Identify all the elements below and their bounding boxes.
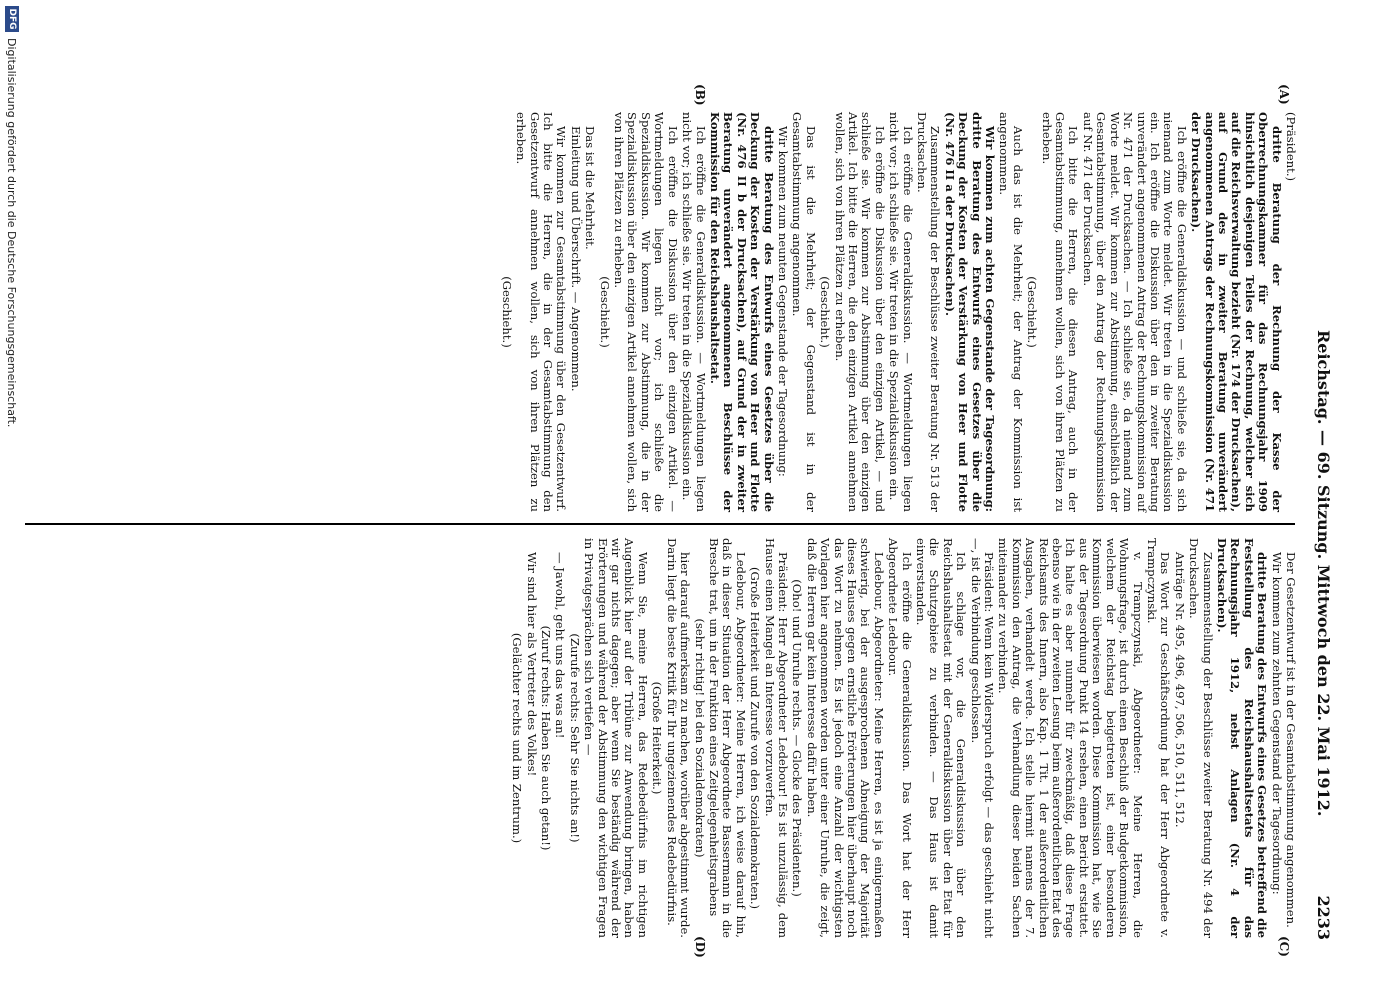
page-header — [1303, 80, 1343, 940]
agenda-item: dritte Beratung der Rechnung der Kasse der Oberrechnungskammer für das Rechnungsjahr 1909 hinsichtlich desjenigen Teiles der Rechnung, welcher sich auf die Reichsverwaltung bezieht (Nr. 174 der Drucksachen), auf Grund des in zweiter Beratung unverändert angenommenen Antrags der Rechnungskommission (Nr. 471 der Drucksachen). — [1189, 112, 1284, 512]
paragraph: Ich schlage vor, die Generaldiskussion über den Reichshaushaltsetat mit der Generaldiskussion über den Etat für die Schutzgebiete zu verbinden. — Das Haus ist damit einverstanden. — [914, 538, 969, 938]
stage-direction: (Geschieht.) — [818, 276, 833, 348]
paragraph: Wir kommen zum zehnten Gegenstand der Tagesordnung: — [1269, 552, 1284, 895]
page-title: Reichstag. — 69. Sitzung. Mittwoch den 22. Mai 1912. — [1314, 330, 1333, 817]
left-column — [498, 112, 1297, 512]
speech: Ledebour, Abgeordneter: Meine Herren, es ist ja einigermaßen schwierig, bei der ausgesprochenen Abneigung der Majorität dieses Hauses gegen ernstliche Erörterungen hier überhaupt noch das Wort zu nehmen. Es ist jedoch eine Anzahl der wichtigsten Vorlagen hier angenommen worden unter einer Unruhe, die zeigt, daß die Herren gar kein Interesse dafür haben. — [804, 538, 886, 938]
paragraph: Zusammenstellung der Beschlüsse zweiter Beratung Nr. 494 der Drucksachen. — [1187, 538, 1215, 938]
agenda-item: Wir kommen zum achten Gegenstande der Tagesordnung: dritte Beratung des Entwurfs eines Gesetzes über die Deckung der Kosten der Verstärkung von Heer und Flotte (Nr. 476 II a der Drucksachen). — [942, 112, 998, 512]
speech: Präsident: Herr Abgeordneter Ledebour! Es ist unzulässig, dem Hause einen Mangel an Interesse vorzuwerfen. — [762, 538, 790, 938]
speech: Präsident: Wenn kein Widerspruch erfolgt — das geschieht nicht —, ist die Verbindung geschlossen. — [968, 538, 997, 938]
paragraph: Das ist die Mehrheit; der Gegenstand ist in der Gesamtabstimmung angenommen. — [790, 112, 818, 512]
stage-direction: (Große Heiterkeit.) — [650, 681, 665, 795]
stage-direction: (Zurufe rechts: Sehr Sie nichts an!) — [567, 633, 582, 843]
paragraph: Wir kommen zur Gesamtabstimmung über den Gesetzentwurf. Ich bitte die Herren, die in der Gesamtabstimmung den Gesetzentwurf annehmen wollen, sich von ihren Plätzen zu erheben. — [514, 112, 569, 512]
paragraph: Der Gesetzentwurf ist in der Gesamtabstimmung angenommen. — [1284, 552, 1298, 928]
paragraph: Ich eröffne die Generaldiskussion. — Wortmeldungen liegen nicht vor; ich schließe sie. Wir treten in die Spezialdiskussion ein. — [887, 112, 915, 512]
speaker-label: (Präsident.) — [1284, 112, 1298, 182]
dfg-logo: DFG — [5, 6, 19, 32]
paragraph: Ich eröffne die Diskussion über den einzigen Artikel, — und schließe sie. Wir kommen zur Abstimmung über den einzigen Artikel. Ich bitte die Herren, die den einzigen Artikel annehmen wollen, sich von ihren Plätzen zu erheben. — [832, 112, 887, 512]
stage-direction: (Oho! und Unruhe rechts. — Glocke des Präsidenten.) — [790, 579, 805, 897]
right-column — [509, 538, 1297, 938]
paragraph: — Jawohl, geht uns das was an! — [553, 552, 568, 739]
paragraph: hier darauf aufmerksam zu machen, worüber abgestimmt wurde. Darin liegt die beste Kritik für Ihr ungeziemendes Redebedürfnis. — [664, 538, 693, 938]
stage-direction: (Geschieht.) — [597, 276, 612, 348]
paragraph: Zusammenstellung der Beschlüsse zweiter Beratung Nr. 513 der Drucksachen. — [915, 112, 943, 512]
paragraph: Ich eröffne die Generaldiskussion — und schließe sie, da sich niemand zum Worte meldet. Wir treten in die Spezialdiskussion ein. Ich eröffne die Diskussion über den in zweiter Beratung unverändert angenommenen Antrag der Rechnungskommission auf Nr. 471 der Drucksachen. — Ich schließe sie, da niemand zum Worte meldet. Wir kommen zur Abstimmung, einschließlich der Gesamtabstimmung, über den Antrag der Rechnungskommission auf Nr. 471 der Drucksachen. — [1080, 112, 1189, 512]
agenda-item: dritte Beratung des Entwurfs eines Gesetzes über die Deckung der Kosten der Verstärkung von Heer und Flotte (Nr. 476 II b der Drucksachen), auf Grund der in zweiter Beratung unverändert angenommenen Beschlüsse der Kommission für den Reichshaushaltsetat. — [707, 112, 776, 512]
digitization-credit: Digitalisierung gefördert durch die Deutsche Forschungsgemeinschaft. — [5, 38, 18, 428]
stage-direction: (Zuruf rechts: Haben Sie auch getan!) — [539, 625, 554, 851]
paragraph: Auch das ist die Mehrheit; der Antrag der Kommission ist angenommen. — [997, 112, 1025, 512]
paragraph: Das Wort zur Geschäftsordnung hat der Herr Abgeordnete v. Trampczynski. — [1144, 538, 1173, 938]
paragraph: Einleitung und Überschrift. — Angenommen. — [568, 126, 583, 392]
paragraph: Ich eröffne die Generaldiskussion. — Wortmeldungen liegen nicht vor; ich schließe sie. Wir treten in die Spezialdiskussion ein. — [680, 112, 708, 512]
paragraph: Ich eröffne die Diskussion über den einzigen Artikel. — Wortmeldungen liegen nicht vor; ich schließe die Spezialdiskussion. Wir kommen zur Abstimmung, die in der Spezialdiskussion über den einzigen Artikel annehmen wollen, sich von ihren Plätzen zu erheben. — [612, 112, 680, 512]
margin-marker-a: (A) — [1277, 84, 1291, 105]
paragraph: Das ist die Mehrheit. — [583, 126, 598, 250]
margin-marker-c: (C) — [1277, 936, 1291, 957]
agenda-item: dritte Beratung des Entwurfs eines Gesetzes betreffend die Feststellung des Reichshaushaltsetats für das Rechnungsjahr 1912, nebst Anlagen (Nr. 4 der Drucksachen). — [1214, 538, 1270, 938]
stage-direction: (Geschieht.) — [1025, 276, 1040, 348]
paragraph: Ich eröffne die Generaldiskussion. Das Wort hat der Herr Abgeordnete Ledebour. — [886, 538, 914, 938]
speech: v. Trampczynski, Abgeordneter: Meine Herren, die Wohnungsfrage, ist durch einen Beschluß der Budgetkommission, welchem der Reichstag beigetreten ist, einer besonderen Kommission überwiesen worden. Diese Kommission hat, wie Sie aus der Tagesordnung Punkt 14 ersehen, einen Bericht erstattet. Ich halte es aber nunmehr für zweckmäßig, daß diese Frage ebenso wie in der zweiten Lesung beim außerordentlichen Etat des Reichsamts des Innern, also Kap. 1 Tit. 1 der außerordentlichen Ausgaben, verhandelt werde. Ich stelle hiermit namens der 7. Kommission den Antrag, die Verhandlung dieser beiden Sachen miteinander zu verbinden. — [996, 538, 1145, 938]
speech: Ledebour, Abgeordneter: Meine Herren, ich weise darauf hin, daß in dieser Situation der Herr Abgeordnete Bassermann in die Bresche trat, um in der Funktion eines Zeitgelegenheitsgrabens — [706, 538, 748, 938]
paragraph: Wir kommen zum neunten Gegenstande der Tagesordnung: — [775, 126, 790, 477]
stage-direction: (Geschieht.) — [499, 276, 514, 348]
footer-bar — [0, 0, 22, 1000]
stage-direction: (Gelächter rechts und im Zentrum.) — [510, 632, 525, 844]
column-divider — [25, 523, 1295, 525]
margin-marker-b: (B) — [693, 84, 707, 106]
page-number: 2233 — [1314, 895, 1333, 940]
paragraph: Ich bitte die Herren, die diesen Antrag, auch in der Gesamtabstimmung, annehmen wollen, sich von ihren Plätzen zu erheben. — [1039, 112, 1081, 512]
paragraph: Anträge Nr. 495, 496, 497, 506, 510, 511, 512. — [1172, 552, 1187, 828]
margin-marker-d: (D) — [693, 936, 707, 958]
stage-direction: (sehr richtig! bei den Sozialdemokraten) — [692, 618, 707, 858]
paragraph: Wenn Sie, meine Herren, das Redebedürfnis im richtigen Augenblick hier auf der Tribüne zur Anwendung bringen, haben wir gar nichts dagegen; aber wenn Sie beständig während der Erörterungen und während der Abstimmung den wichtigen Fragen in Privatgesprächen sich vertiefen — — [582, 538, 650, 938]
paragraph: Wir sind hier als Vertreter des Volkes! — [524, 552, 539, 777]
stage-direction: (Große Heiterkeit und Zurufe von den Sozialdemokraten.) — [748, 566, 763, 910]
